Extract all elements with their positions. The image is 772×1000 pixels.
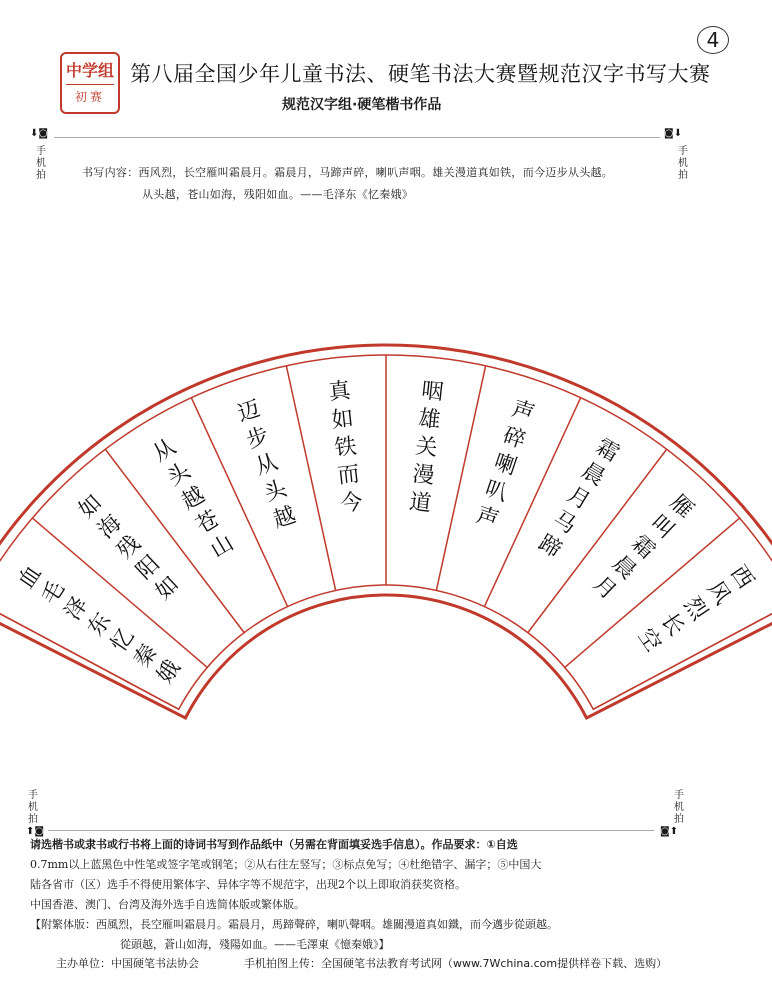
fan-divider (286, 366, 335, 591)
fan-char: 喇 (490, 449, 520, 481)
fan-char: 海 (93, 510, 127, 544)
fan-char: 残 (112, 530, 146, 565)
fan-column (633, 561, 759, 656)
fan-char: 漫 (411, 461, 436, 490)
fan-char: 关 (414, 434, 439, 462)
fan-char: 如 (330, 406, 355, 434)
req-line-4: 中国香港、澳门、台湾及海外选手自选简体版或繁体版。 (30, 898, 305, 911)
fan-char: 风 (701, 576, 736, 610)
fan-char: 血 (13, 561, 47, 594)
fan-column (327, 378, 364, 517)
fan-char: 雁 (664, 490, 698, 524)
fan-char: 如 (74, 490, 108, 524)
fan-char: 马 (548, 506, 581, 540)
fan-char: 从 (252, 449, 282, 481)
fan-char: 烈 (678, 592, 712, 626)
fan-divider (436, 366, 485, 591)
fan-char: 道 (408, 489, 433, 517)
page-title: 第八届全国少年儿童书法、硬笔书法大赛暨规范汉字书写大赛 (130, 62, 711, 86)
fan-char: 忆 (106, 624, 140, 657)
fan-char: 叫 (645, 510, 679, 544)
content-line-2: 从头越，苍山如海，残阳如血。——毛泽东《忆秦娥》 (142, 188, 414, 201)
badge-group: 中学组 (65, 61, 114, 80)
fan-column (588, 490, 698, 605)
camera-up-icon: ◙⬆ (660, 826, 679, 837)
fan-char: 月 (587, 571, 622, 605)
fan-char: 西 (725, 561, 759, 594)
fan-char: 声 (472, 502, 502, 534)
req-line-1: 请选楷书或隶书或行书将上面的诗词书写到作品纸中（另需在背面填妥选手信息）。作品要求：①自选 (30, 838, 518, 851)
fan-char: 蹄 (533, 530, 566, 564)
fan-char: 头 (261, 476, 291, 507)
req-line-6: 從頭越，蒼山如海，殘陽如血。——毛澤東《憶秦娥》】 (120, 938, 390, 951)
content-line-1: 书写内容：西风烈，长空雁叫霜晨月。霜晨月，马蹄声碎，喇叭声咽。雄关漫道真如铁，而今迈步从头越。 (82, 166, 614, 179)
fan-char: 声 (508, 396, 538, 428)
side-mark-bottom-right: 手机拍 (674, 790, 684, 825)
camera-up-icon: ⬆◙ (26, 826, 45, 837)
fan-char: 叭 (481, 476, 511, 507)
fan-char: 月 (562, 482, 595, 516)
fan-char: 秦 (129, 640, 163, 673)
req-line-5: 【附繁体版：西風烈，長空雁叫霜晨月。霜晨月，馬蹄聲碎，喇叭聲咽。雄關漫道真如鐵，而今邁步從頭越。 (30, 918, 558, 931)
fan-char: 阳 (131, 551, 165, 585)
camera-down-icon: ◙⬇ (664, 128, 683, 139)
fan-char: 而 (336, 461, 361, 490)
fan-char: 晨 (577, 458, 609, 492)
requirements-block (30, 835, 742, 955)
fan-char: 泽 (60, 592, 94, 626)
fan-char: 娥 (152, 655, 186, 689)
fan-char: 东 (83, 608, 117, 641)
fan-char: 山 (206, 530, 239, 564)
fan-char: 霜 (591, 434, 624, 468)
badge-round: 初赛 (74, 90, 105, 104)
req-line-2: 0.7mm以上蓝黑色中性笔或签字笔或钢笔；②从右往左竖写；③标点免写；④杜绝错字、漏字；⑤中国大 (30, 858, 542, 871)
req-line-3: 陆各省市（区）选手不得使用繁体字、异体字等不规范字，出现2个以上即取消获奖资格。 (30, 878, 466, 891)
fan-char: 长 (655, 608, 689, 641)
fan-char: 毛 (36, 576, 71, 610)
fan-column (408, 378, 445, 517)
side-mark-bottom-left: 手机拍 (28, 790, 38, 825)
footer-organizer: 主办单位：中国硬笔书法协会 (56, 957, 199, 970)
bottom-divider (48, 830, 654, 831)
fan-char: 越 (177, 482, 210, 516)
fan-char: 从 (148, 434, 181, 468)
side-mark-top-left: 手机拍 (36, 146, 46, 181)
fan-char: 步 (243, 423, 273, 454)
page-subtitle: 规范汉字组·硬笔楷书作品 (282, 97, 442, 113)
fan-char: 咽 (420, 378, 445, 406)
fan-char: 空 (632, 624, 666, 657)
fan-column (534, 434, 623, 563)
fan-column (74, 490, 184, 605)
fan-char: 铁 (333, 434, 358, 462)
fan-char: 晨 (607, 551, 641, 585)
side-mark-top-right: 手机拍 (678, 146, 688, 181)
fan-char: 头 (163, 458, 195, 492)
fan-char: 真 (327, 378, 352, 406)
fan-column (149, 434, 238, 563)
page-number: 4 (697, 26, 729, 54)
fan-char: 碎 (499, 423, 529, 454)
fan-char: 霜 (626, 530, 660, 565)
footer-upload: 手机拍图上传：全国硬笔书法教育考试网（www.7Wchina.com提供样卷下载、选购） (244, 957, 668, 970)
fan-char: 越 (270, 502, 300, 534)
fan-char: 雄 (417, 406, 442, 434)
fan-char: 今 (339, 489, 364, 517)
fan-char: 如 (150, 571, 185, 605)
fan-char: 苍 (191, 506, 224, 540)
camera-down-icon: ⬇◙ (30, 128, 49, 139)
fan-char: 迈 (234, 396, 264, 428)
